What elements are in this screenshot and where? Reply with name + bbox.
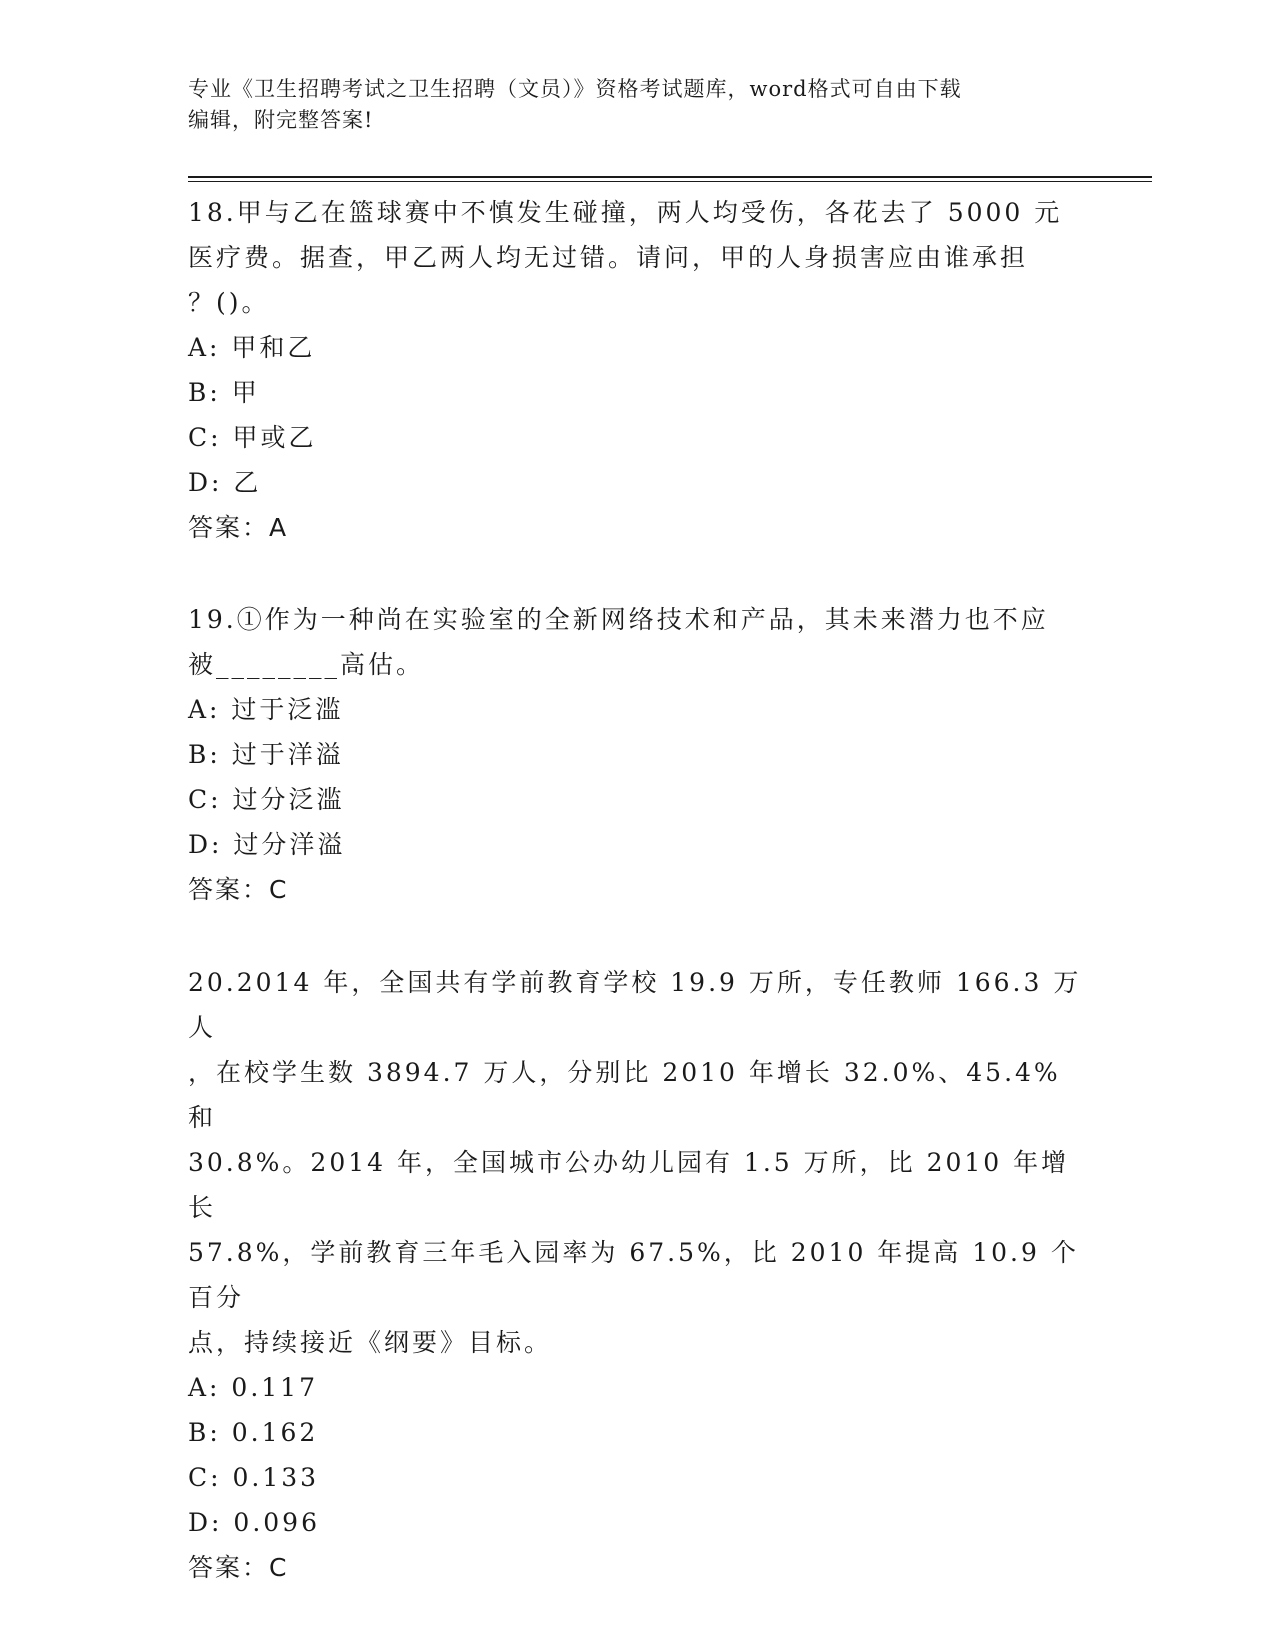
question-stem-line: 点，持续接近《纲要》目标。	[188, 1328, 553, 1357]
question-stem-line: 被________高估。	[188, 650, 425, 679]
option-c: C: 过分泛滥	[188, 785, 345, 814]
question-stem-line: 19.①作为一种尚在实验室的全新网络技术和产品，其未来潜力也不应	[188, 605, 1049, 634]
question-stem-line: 18.甲与乙在篮球赛中不慎发生碰撞，两人均受伤，各花去了 5000 元	[188, 198, 1063, 227]
answer-line: 答案：C	[188, 1553, 289, 1582]
question-stem-line: 30.8%。2014 年，全国城市公办幼儿园有 1.5 万所，比 2010 年增长	[188, 1148, 1070, 1222]
header-line-1: 专业《卫生招聘考试之卫生招聘（文员）》资格考试题库，word格式可自由下载	[188, 77, 962, 101]
option-c: C: 甲或乙	[188, 423, 317, 452]
option-c: C: 0.133	[188, 1463, 320, 1492]
question-stem-line: 20.2014 年，全国共有学前教育学校 19.9 万所，专任教师 166.3 万人	[188, 968, 1082, 1042]
answer-line: 答案：A	[188, 513, 289, 542]
document-header	[188, 74, 1088, 136]
question-19	[188, 597, 1088, 912]
answer-line: 答案：C	[188, 875, 289, 904]
question-stem-line: ，在校学生数 3894.7 万人，分别比 2010 年增长 32.0%、45.4%和	[188, 1058, 1061, 1132]
option-d: D: 0.096	[188, 1508, 320, 1537]
question-18	[188, 190, 1088, 550]
header-line-2: 编辑，附完整答案!	[188, 108, 374, 132]
question-20	[188, 960, 1088, 1590]
question-stem-line: 57.8%，学前教育三年毛入园率为 67.5%，比 2010 年提高 10.9 个百分	[188, 1238, 1079, 1312]
option-a: A: 过于泛滥	[188, 695, 344, 724]
option-d: D: 过分洋溢	[188, 830, 346, 859]
option-a: A: 0.117	[188, 1373, 318, 1402]
header-divider-thick	[188, 176, 1152, 178]
option-b: B: 0.162	[188, 1418, 319, 1447]
option-b: B: 甲	[188, 378, 260, 407]
option-d: D: 乙	[188, 468, 262, 497]
option-a: A: 甲和乙	[188, 333, 316, 362]
header-divider-thin	[188, 181, 1152, 182]
option-b: B: 过于洋溢	[188, 740, 344, 769]
question-stem-line: ？()。	[188, 288, 270, 317]
question-stem-line: 医疗费。据查，甲乙两人均无过错。请问，甲的人身损害应由谁承担	[188, 243, 1029, 272]
